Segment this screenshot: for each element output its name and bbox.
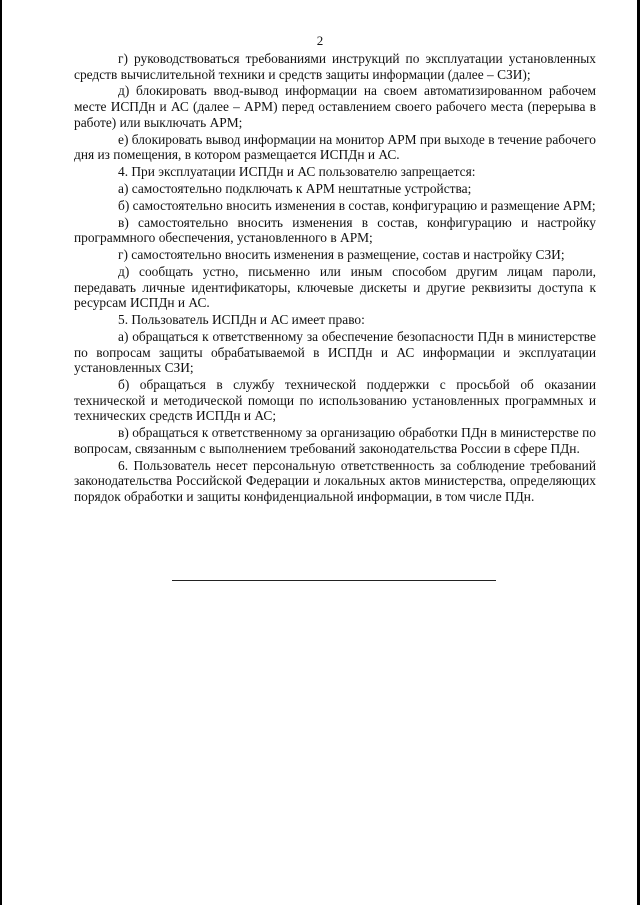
prohibition-item-d: д) сообщать устно, письменно или иным способом другим лицам пароли, передавать личные идентификаторы, ключевые дискеты и другие реквизиты доступа к ресурсам ИСПДн и АС. xyxy=(74,264,596,311)
right-item-a: а) обращаться к ответственному за обеспечение безопасности ПДн в министерстве по вопросам защиты обрабатываемой в ИСПДн и АС информации и эксплуатации установленных СЗИ; xyxy=(74,329,596,376)
page-number: 2 xyxy=(316,33,324,48)
prohibition-item-b: б) самостоятельно вносить изменения в состав, конфигурацию и размещение АРМ; xyxy=(118,197,596,213)
paragraph-item-e: е) блокировать вывод информации на монитор АРМ при выходе в течение рабочего дня из помещения, в котором размещается ИСПДн и АС. xyxy=(74,131,596,163)
paragraph-item-d: д) блокировать ввод-вывод информации на своем автоматизированном рабочем месте ИСПДн и АС (далее – АРМ) перед оставлением своего рабочего места (перерыва в работе) или выключать АРМ; xyxy=(74,83,596,130)
document-body xyxy=(74,51,596,506)
paragraph-item-g: г) руководствоваться требованиями инструкций по эксплуатации установленных средств вычислительной техники и средств защиты информации (далее – СЗИ); xyxy=(74,51,596,82)
end-of-document-rule xyxy=(172,580,496,581)
scan-border-left xyxy=(0,0,2,905)
section-6-paragraph: 6. Пользователь несет персональную ответственность за соблюдение требований законодательства Российской Федерации и локальных актов министерства, определяющих порядок обработки и защиты конфиденциальной информации, в том числе ПДн. xyxy=(74,457,596,504)
prohibition-item-a: а) самостоятельно подключать к АРМ нештатные устройства; xyxy=(118,180,472,196)
prohibition-item-g: г) самостоятельно вносить изменения в размещение, состав и настройку СЗИ; xyxy=(118,247,565,263)
right-item-b: б) обращаться в службу технической поддержки с просьбой об оказании технической и методической помощи по использованию установленных программных и технических средств ИСПДн и АС; xyxy=(74,377,596,424)
section-5-heading: 5. Пользователь ИСПДн и АС имеет право: xyxy=(118,312,365,328)
section-4-heading: 4. При эксплуатации ИСПДн и АС пользователю запрещается: xyxy=(118,164,476,180)
right-item-v: в) обращаться к ответственному за организацию обработки ПДн в министерстве по вопросам, связанным с выполнением требований законодательства России в сфере ПДн. xyxy=(74,425,596,456)
prohibition-item-v: в) самостоятельно вносить изменения в состав, конфигурацию и настройку программного обеспечения, установленного в АРМ; xyxy=(74,214,596,246)
